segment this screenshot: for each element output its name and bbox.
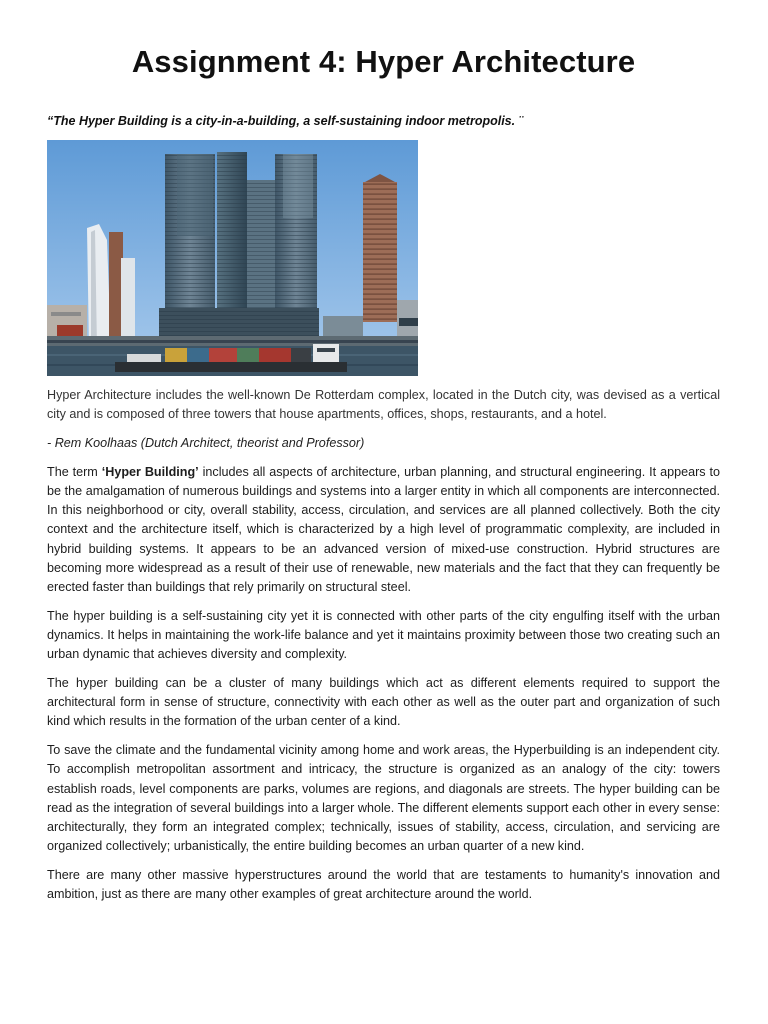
- paragraph-hyper-building-term: [47, 463, 720, 597]
- term-prefix: The term: [47, 464, 102, 479]
- intro-paragraph: Hyper Architecture includes the well-known De Rotterdam complex, located in the Dutch city, was devised as a vertical city and is composed of three towers that house apartments, offices, shops, restaurants, and a hotel.: [47, 388, 720, 422]
- paragraph-cluster: The hyper building can be a cluster of many buildings which act as different elements required to support the architectural form in sense of structure, connectivity with each other as well as the outer part and organization of such kind which results in the formation of the urban center of a kind.: [47, 676, 720, 729]
- hyper-building-term: ‘Hyper Building’: [101, 464, 199, 479]
- page-title: Assignment 4: Hyper Architecture: [131, 44, 636, 79]
- container-ship: [115, 362, 347, 372]
- paragraph-climate: To save the climate and the fundamental vicinity among home and work areas, the Hyperbuilding is an independent city. To accomplish metropolitan assortment and intricacy, the structure is organized as an analogy of the city: towers establish roads, level components are parks, volumes are regions, and diagonals are streets. The hyper building can be read as the integration of several buildings into a larger whole. The different elements support each other in every sense: architecturally, they form an integrated complex; technically, issues of stability, access, circulation, and servicing are organized collectively; urbanistically, the entire building becomes an urban quarter of a new kind.: [47, 743, 720, 854]
- term-definition: includes all aspects of architecture, urban planning, and structural engineering. It appears to be the amalgamation of numerous buildings and systems into a larger entity in which all components are interconnected. In this neighborhood or city, overall stability, access, circulation, and services are all planned collectively. Both the city context and the architecture itself, which is characterized by a high level of programmatic complexity, are included in hybrid building systems. It appears to be an advanced version of mixed-use construction. Hybrid structures are becoming more widespread as a result of their use of renewable, new materials and the fact that they can frequently be erected faster than buildings that rely primarily on structural steel.: [47, 464, 720, 595]
- attribution: - Rem Koolhaas (Dutch Architect, theorist and Professor): [47, 436, 365, 450]
- de-rotterdam-photo: [47, 140, 418, 376]
- paragraph-self-sustaining: The hyper building is a self-sustaining city yet it is connected with other parts of the city engulfing itself with the urban dynamics. It helps in maintaining the work-life balance and yet it maintains proximity between those two creating such an urban dynamic that achieves diversity and complexity.: [47, 608, 720, 662]
- brick-tower: [363, 182, 397, 322]
- article-body: [47, 386, 720, 914]
- paragraph-hyperstructures: There are many other massive hyperstructures around the world that are testaments to humanity's innovation and ambition, just as there are many other examples of great architecture around the world.: [47, 868, 720, 902]
- opening-quote: “The Hyper Building is a city-in-a-building, a self-sustaining indoor metropolis. ¨: [47, 114, 523, 128]
